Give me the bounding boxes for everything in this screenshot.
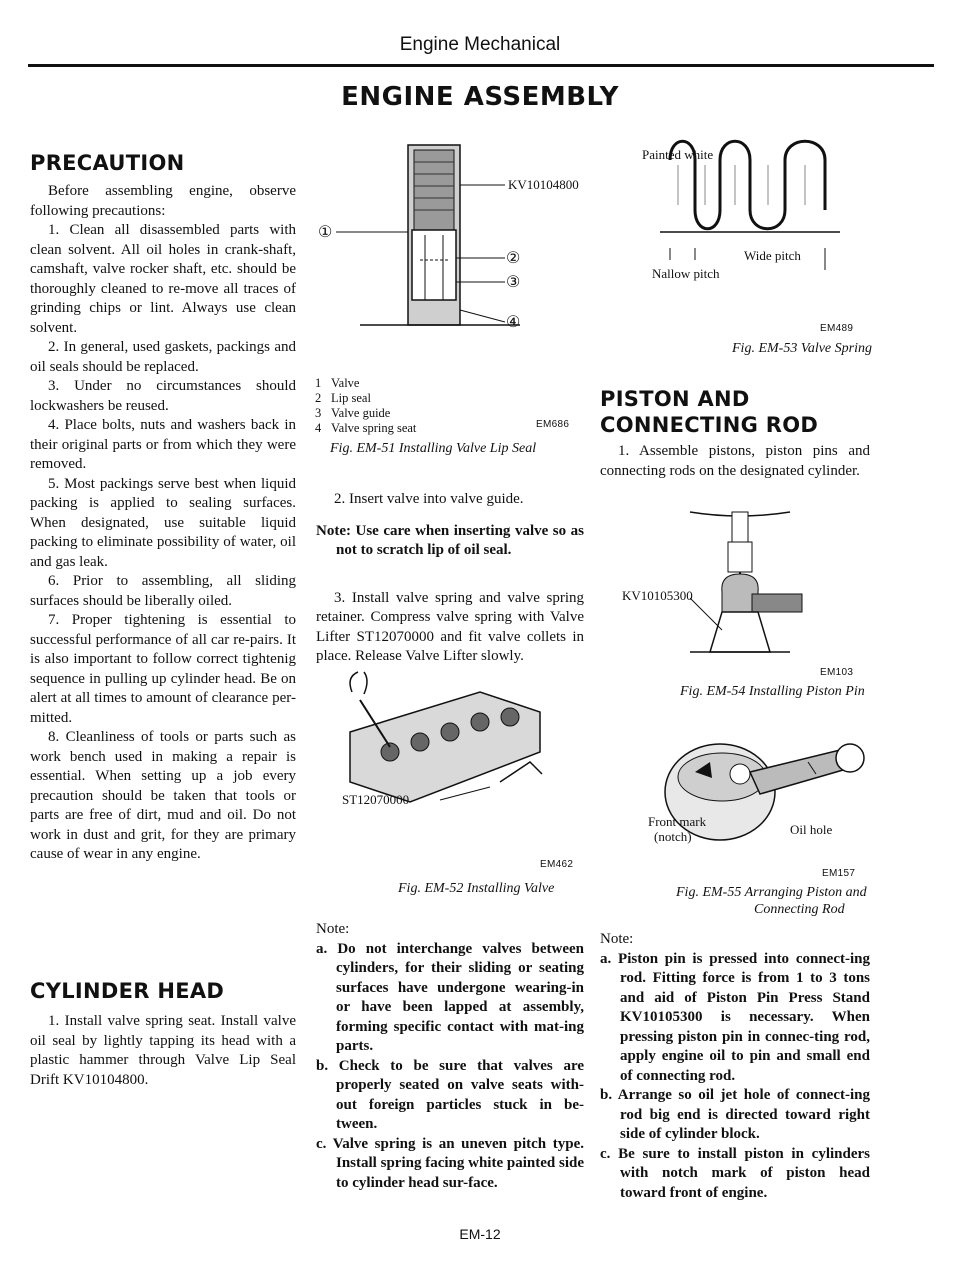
right-note-a: a. Piston pin is pressed into connect-ing rod. Fitting force is from 1 to 3 tons and aid of Piston Pin Press Stand KV10105300 is necessary. When pressing piston pin in connec-ting rod, apply engine oil to pin and small end of connecting rod. (600, 950, 870, 1084)
fig-em51-caption: Fig. EM-51 Installing Valve Lip Seal (330, 441, 537, 456)
fig-em53-wide-label: Wide pitch (744, 248, 801, 263)
fig-em52-code: EM462 (540, 859, 574, 870)
fig-em54-code: EM103 (820, 667, 854, 678)
fig-em51-callout-1: ① (318, 224, 333, 241)
section-header: Engine Mechanical (399, 34, 561, 55)
fig-em55-code: EM157 (822, 868, 856, 879)
fig-em51-callout-4: ④ (506, 314, 521, 331)
note-step-2: Note: Use care when inserting valve so as not to scratch lip of oil seal. (316, 522, 584, 558)
precaution-item-8: 8. Cleanliness of tools or parts such as work bench used in making a repair is essential. When setting up a job every precaution should be taken that tools or parts are free of dirt, mud and oil. Do not work in dust and grit, for they are primary cause of wear in any engine. (30, 729, 296, 862)
fig-em55-front-label: Front mark (648, 814, 707, 829)
legend-item: 2 Lip seal (315, 391, 371, 405)
right-note-b: b. Arrange so oil jet hole of connect-ing rod big end is directed toward right side of cylinder block. (600, 1087, 870, 1142)
precaution-item-1: 1. Clean all disassembled parts with clean solvent. All oil holes in crank-shaft, camshaft, valve rocker shaft, etc. should be thoroughly cleaned to re-move all traces of grinding chips or lint. Always use clean solvent. (30, 222, 296, 336)
fig-em55-caption-line-1: Fig. EM-55 Arranging Piston and (676, 885, 867, 900)
fig-em54-drawing (660, 502, 840, 652)
page-title: ENGINE ASSEMBLY (341, 82, 619, 112)
right-note-c: c. Be sure to install piston in cylinders with notch mark of piston head toward front of engine. (600, 1145, 870, 1201)
legend-item: 1 Valve (315, 376, 360, 390)
fig-em54-caption: Fig. EM-54 Installing Piston Pin (680, 684, 865, 699)
right-notes (600, 930, 870, 1203)
fig-em51-drawing (320, 140, 570, 370)
piston-step-1: 1. Assemble pistons, piston pins and connecting rods on the designated cylinder. (600, 443, 870, 479)
fig-em52-tool-label: ST12070000 (342, 792, 410, 807)
middle-note-b: b. Check to be sure that valves are properly seated on valve seats with-out foreign particles stuck in be-tween. (316, 1057, 584, 1132)
fig-em51-tool-label: KV10104800 (508, 177, 579, 192)
precaution-item-7: 7. Proper tightening is essential to successful performance of all car re-pairs. It is also important to follow correct tightenig sequence in pulling up cylinder head. Be on alert at all times to amount of clearance per-mitted. (30, 612, 296, 726)
precaution-item-5: 5. Most packings serve best when liquid packing is applied to sealing surfaces. When designated, use suitable liquid packing to eliminate possibility of water, oil and gas leak. (30, 475, 296, 570)
piston-heading-line-2: CONNECTING ROD (600, 413, 819, 437)
piston-body (600, 442, 870, 481)
middle-note-c: c. Valve spring is an uneven pitch type. Install spring facing white painted side to cylinder head sur-face. (316, 1135, 584, 1191)
fig-em55-notch-label: (notch) (654, 829, 692, 844)
header-rule (28, 64, 934, 67)
fig-em54-tool-label: KV10105300 (622, 588, 693, 603)
precaution-item-2: 2. In general, used gaskets, packings and oil seals should be replaced. (30, 339, 296, 375)
precaution-body (30, 182, 296, 865)
middle-text (316, 490, 584, 667)
page-number: EM-12 (459, 1226, 501, 1242)
fig-em53-painted-label: Painted white (642, 147, 714, 162)
precaution-item-6: 6. Prior to assembling, all sliding surfaces should be liberally oiled. (30, 573, 296, 609)
middle-note-heading: Note: (316, 921, 350, 937)
legend-item: 3 Valve guide (315, 406, 391, 420)
fig-em53-narrow-label: Nallow pitch (652, 266, 720, 281)
fig-em52-caption: Fig. EM-52 Installing Valve (398, 881, 555, 896)
cylinder-head-body (30, 1012, 296, 1090)
precaution-heading: PRECAUTION (30, 151, 185, 175)
step-2: 2. Insert valve into valve guide. (334, 491, 524, 507)
precaution-intro: Before assembling engine, observe following precautions: (30, 183, 296, 219)
fig-em55-caption-line-2: Connecting Rod (754, 902, 845, 917)
middle-notes (316, 920, 584, 1193)
fig-em51-legend (315, 376, 416, 436)
fig-em51-callout-3: ③ (506, 274, 521, 291)
cylinder-head-step-1: 1. Install valve spring seat. Install valve oil seal by lightly tapping its head with a plastic hammer through Valve Lip Seal Drift KV10104800. (30, 1013, 296, 1088)
precaution-item-3: 3. Under no circumstances should lockwashers be reused. (30, 378, 296, 414)
right-note-heading: Note: (600, 931, 634, 947)
fig-em51-callout-2: ② (506, 250, 521, 267)
piston-heading-line-1: PISTON AND (600, 387, 750, 411)
fig-em53-caption: Fig. EM-53 Valve Spring (732, 341, 872, 356)
precaution-item-4: 4. Place bolts, nuts and washers back in their original parts or from which they were removed. (30, 417, 296, 472)
step-3: 3. Install valve spring and valve spring retainer. Compress valve spring with Valve Lifter ST12070000 and fit valve collets in place. Release Valve Lifter slowly. (316, 589, 584, 664)
fig-em53-code: EM489 (820, 323, 854, 334)
cylinder-head-heading: CYLINDER HEAD (30, 979, 225, 1003)
legend-item: 4 Valve spring seat (315, 421, 417, 435)
fig-em52-drawing (330, 672, 570, 832)
middle-note-a: a. Do not interchange valves between cylinders, for their sliding or seating surfaces have undergone wearing-in or have been lapped at assembly, forming specific contact with mat-ing parts. (316, 940, 584, 1054)
fig-em55-oil-hole-label: Oil hole (790, 822, 833, 837)
fig-em51-code: EM686 (536, 419, 570, 430)
